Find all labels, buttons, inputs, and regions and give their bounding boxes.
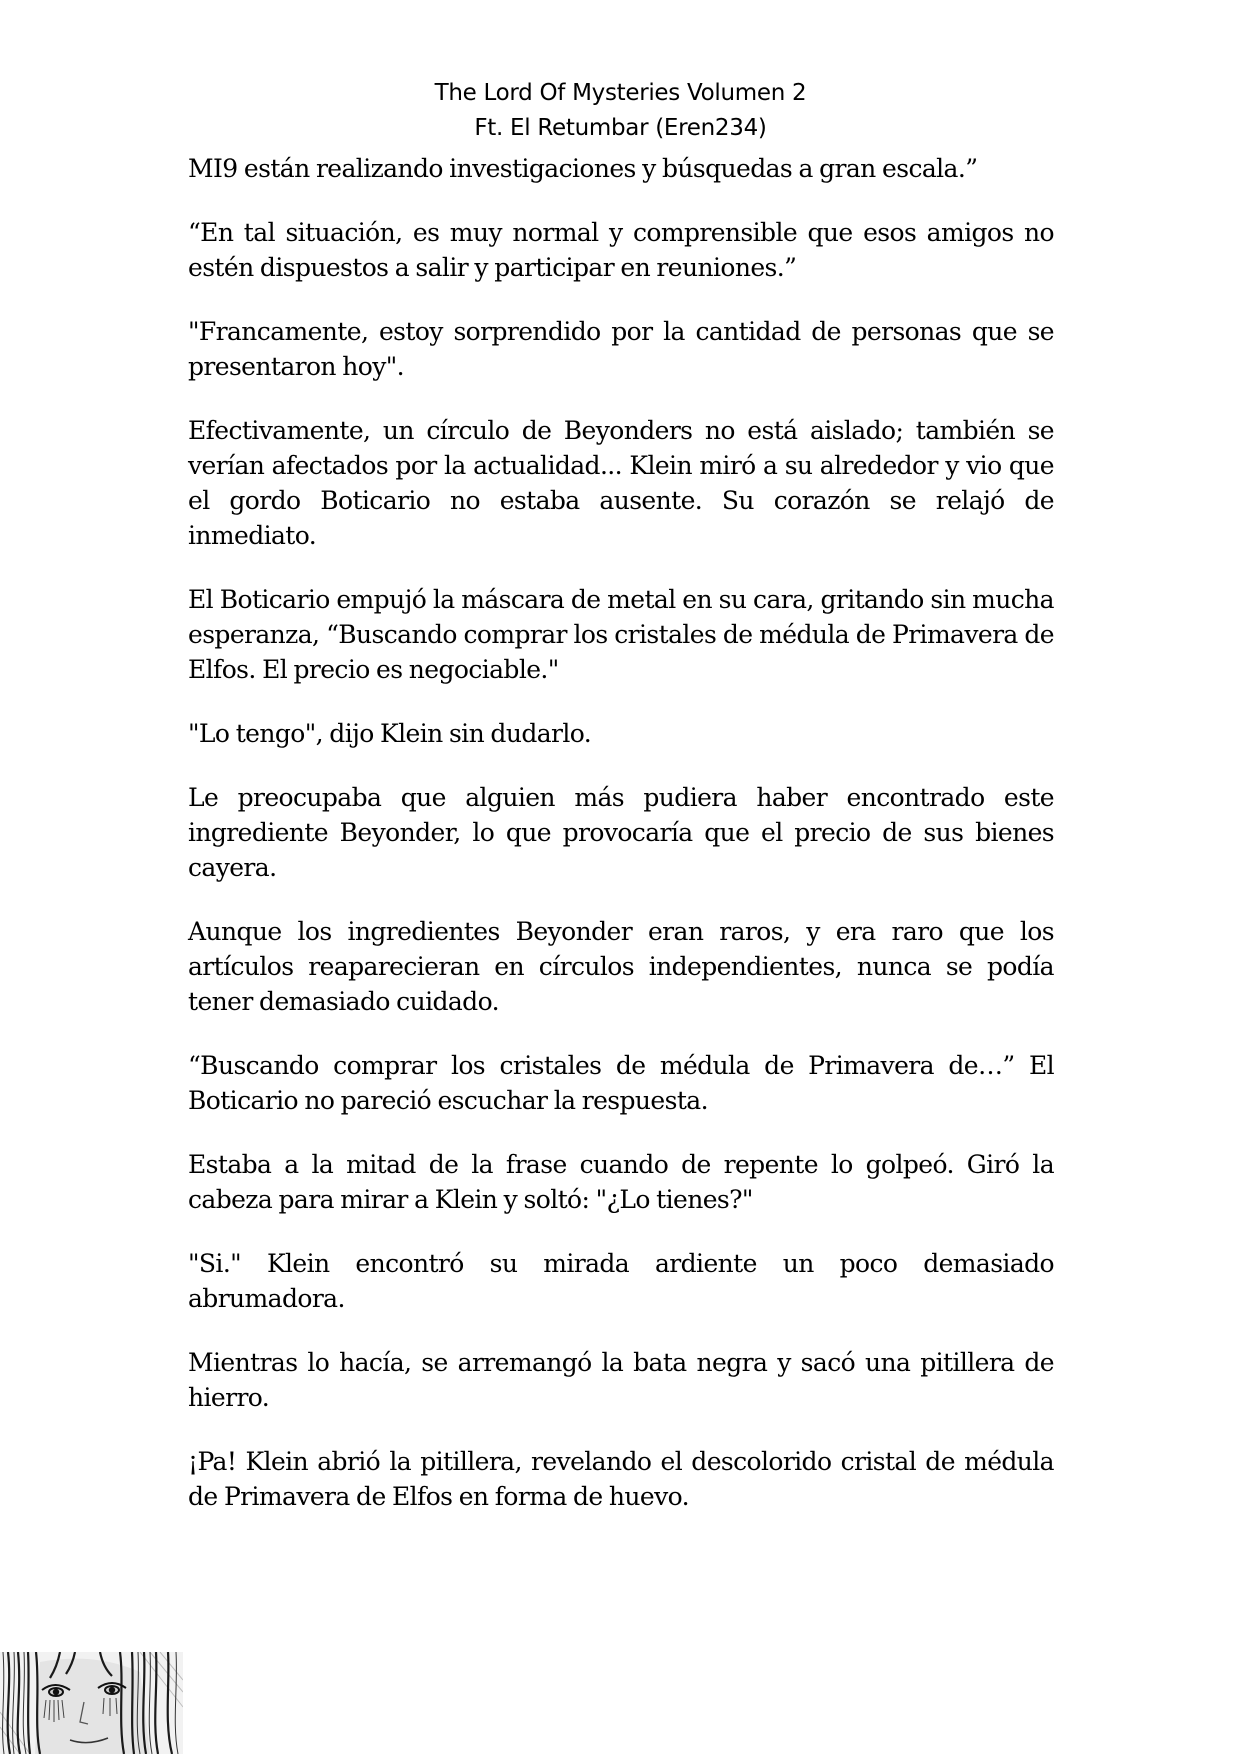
manga-portrait-image (0, 1652, 183, 1754)
portrait-illustration (0, 1652, 183, 1754)
paragraph: MI9 están realizando investigaciones y búsquedas a gran escala.” (188, 154, 978, 183)
paragraph: El Boticario empujó la máscara de metal en su cara, gritando sin mucha esperanza, “Buscando comprar los cristales de médula de Primavera de Elfos. El precio es negociable." (188, 585, 1054, 684)
document-subtitle: Ft. El Retumbar (Eren234) (474, 115, 767, 141)
paragraph: “En tal situación, es muy normal y comprensible que esos amigos no estén dispuestos a salir y participar en reuniones.” (188, 218, 1054, 282)
document-title: The Lord Of Mysteries Volumen 2 (434, 80, 807, 106)
paragraph: "Francamente, estoy sorprendido por la cantidad de personas que se presentaron hoy". (188, 317, 1054, 381)
paragraph: Aunque los ingredientes Beyonder eran raros, y era raro que los artículos reaparecieran en círculos independientes, nunca se podía tener demasiado cuidado. (188, 917, 1054, 1016)
paragraph: "Lo tengo", dijo Klein sin dudarlo. (188, 719, 592, 748)
document-body (188, 151, 1054, 1543)
paragraph: “Buscando comprar los cristales de médula de Primavera de…” El Boticario no pareció escuchar la respuesta. (188, 1051, 1054, 1115)
paragraph: Mientras lo hacía, se arremangó la bata negra y sacó una pitillera de hierro. (188, 1348, 1054, 1412)
paragraph: "Si." Klein encontró su mirada ardiente un poco demasiado abrumadora. (188, 1249, 1054, 1313)
paragraph: Estaba a la mitad de la frase cuando de repente lo golpeó. Giró la cabeza para mirar a Klein y soltó: "¿Lo tienes?" (188, 1150, 1054, 1214)
page-header (0, 76, 1241, 146)
paragraph: ¡Pa! Klein abrió la pitillera, revelando el descolorido cristal de médula de Primavera de Elfos en forma de huevo. (188, 1447, 1054, 1511)
paragraph: Efectivamente, un círculo de Beyonders no está aislado; también se verían afectados por la actualidad... Klein miró a su alrededor y vio que el gordo Boticario no estaba ausente. Su corazón se relajó de inmediato. (188, 416, 1054, 550)
paragraph: Le preocupaba que alguien más pudiera haber encontrado este ingrediente Beyonder, lo que provocaría que el precio de sus bienes cayera. (188, 783, 1054, 882)
